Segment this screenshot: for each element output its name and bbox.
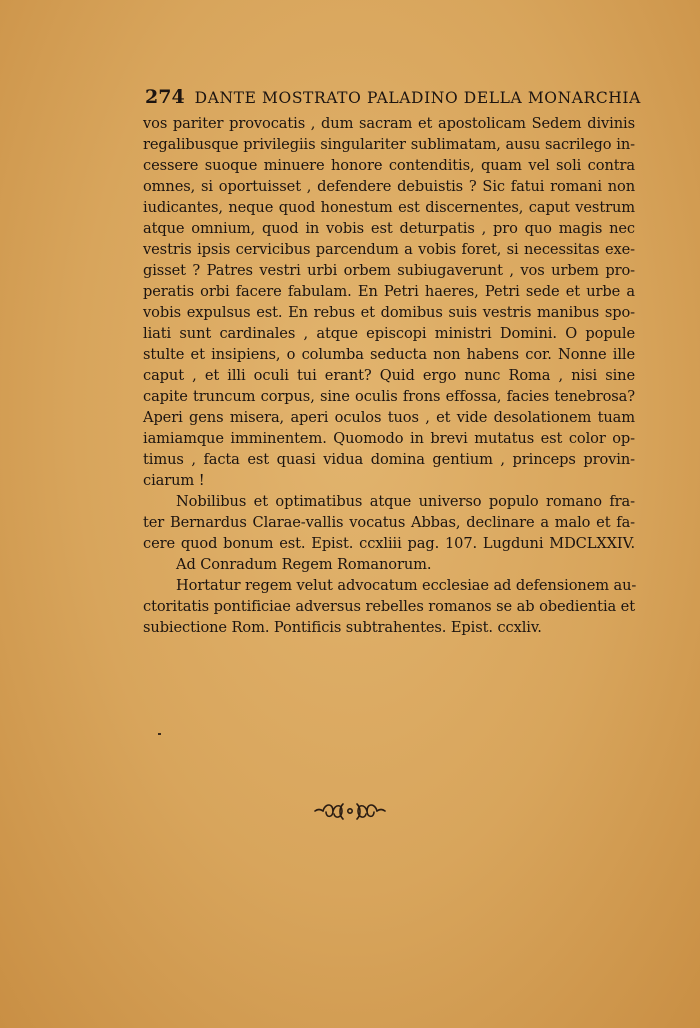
text-line: Hortatur regem velut advocatum ecclesiae ad defensionem au- — [176, 577, 637, 594]
text-line: vobis expulsus est. En rebus et domibus suis vestris manibus spo- — [143, 304, 635, 321]
ink-speck — [158, 733, 161, 735]
text-line: ctoritatis pontificiae adversus rebelles romanos se ab obedientia et — [143, 598, 635, 615]
text-line: Nobilibus et optimatibus atque universo populo romano fra- — [176, 493, 635, 510]
tailpiece-ornament — [313, 800, 387, 822]
text-line: liati sunt cardinales , atque episcopi ministri Domini. O popule — [143, 325, 635, 342]
text-line: capite truncum corpus, sine oculis frons effossa, facies tenebrosa? — [143, 388, 635, 405]
text-line: gisset ? Patres vestri urbi orbem subiugaverunt , vos urbem pro- — [143, 262, 635, 279]
text-line: vos pariter provocatis , dum sacram et apostolicam Sedem divinis — [143, 115, 635, 132]
text-line: caput , et illi oculi tui erant? Quid ergo nunc Roma , nisi sine — [143, 367, 635, 384]
text-line: vestris ipsis cervicibus parcendum a vobis foret, si necessitas exe- — [143, 241, 635, 258]
text-line: iudicantes, neque quod honestum est discernentes, caput vestrum — [143, 199, 635, 216]
text-line: atque omnium, quod in vobis est deturpatis , pro quo magis nec — [143, 220, 635, 237]
text-line: cessere suoque minuere honore contenditis, quam vel soli contra — [143, 157, 635, 174]
text-line: ciarum ! — [143, 472, 205, 489]
text-line: stulte et insipiens, o columba seducta non habens cor. Nonne ille — [143, 346, 635, 363]
running-title: DANTE MOSTRATO PALADINO DELLA MONARCHIA — [194, 89, 641, 107]
text-line: regalibusque privilegiis singulariter sublimatam, ausu sacrilego in- — [143, 136, 635, 153]
text-line: cere quod bonum est. Epist. ccxliii pag. 107. Lugduni MDCLXXIV. — [143, 535, 635, 552]
text-line: Ad Conradum Regem Romanorum. — [176, 556, 432, 573]
text-line: ter Bernardus Clarae-vallis vocatus Abbas, declinare a malo et fa- — [143, 514, 635, 531]
text-line: peratis orbi facere fabulam. En Petri haeres, Petri sede et urbe a — [143, 283, 635, 300]
text-line: Aperi gens misera, aperi oculos tuos , et vide desolationem tuam — [143, 409, 635, 426]
running-header — [145, 86, 641, 108]
body-text — [143, 113, 635, 638]
text-line: timus , facta est quasi vidua domina gentium , princeps provin- — [143, 451, 635, 468]
page-number: 274 — [145, 86, 185, 108]
text-line: iamiamque imminentem. Quomodo in brevi mutatus est color op- — [143, 430, 635, 447]
text-line: subiectione Rom. Pontificis subtrahentes. Epist. ccxliv. — [143, 619, 542, 636]
text-line: omnes, si oportuisset , defendere debuistis ? Sic fatui romani non — [143, 178, 635, 195]
